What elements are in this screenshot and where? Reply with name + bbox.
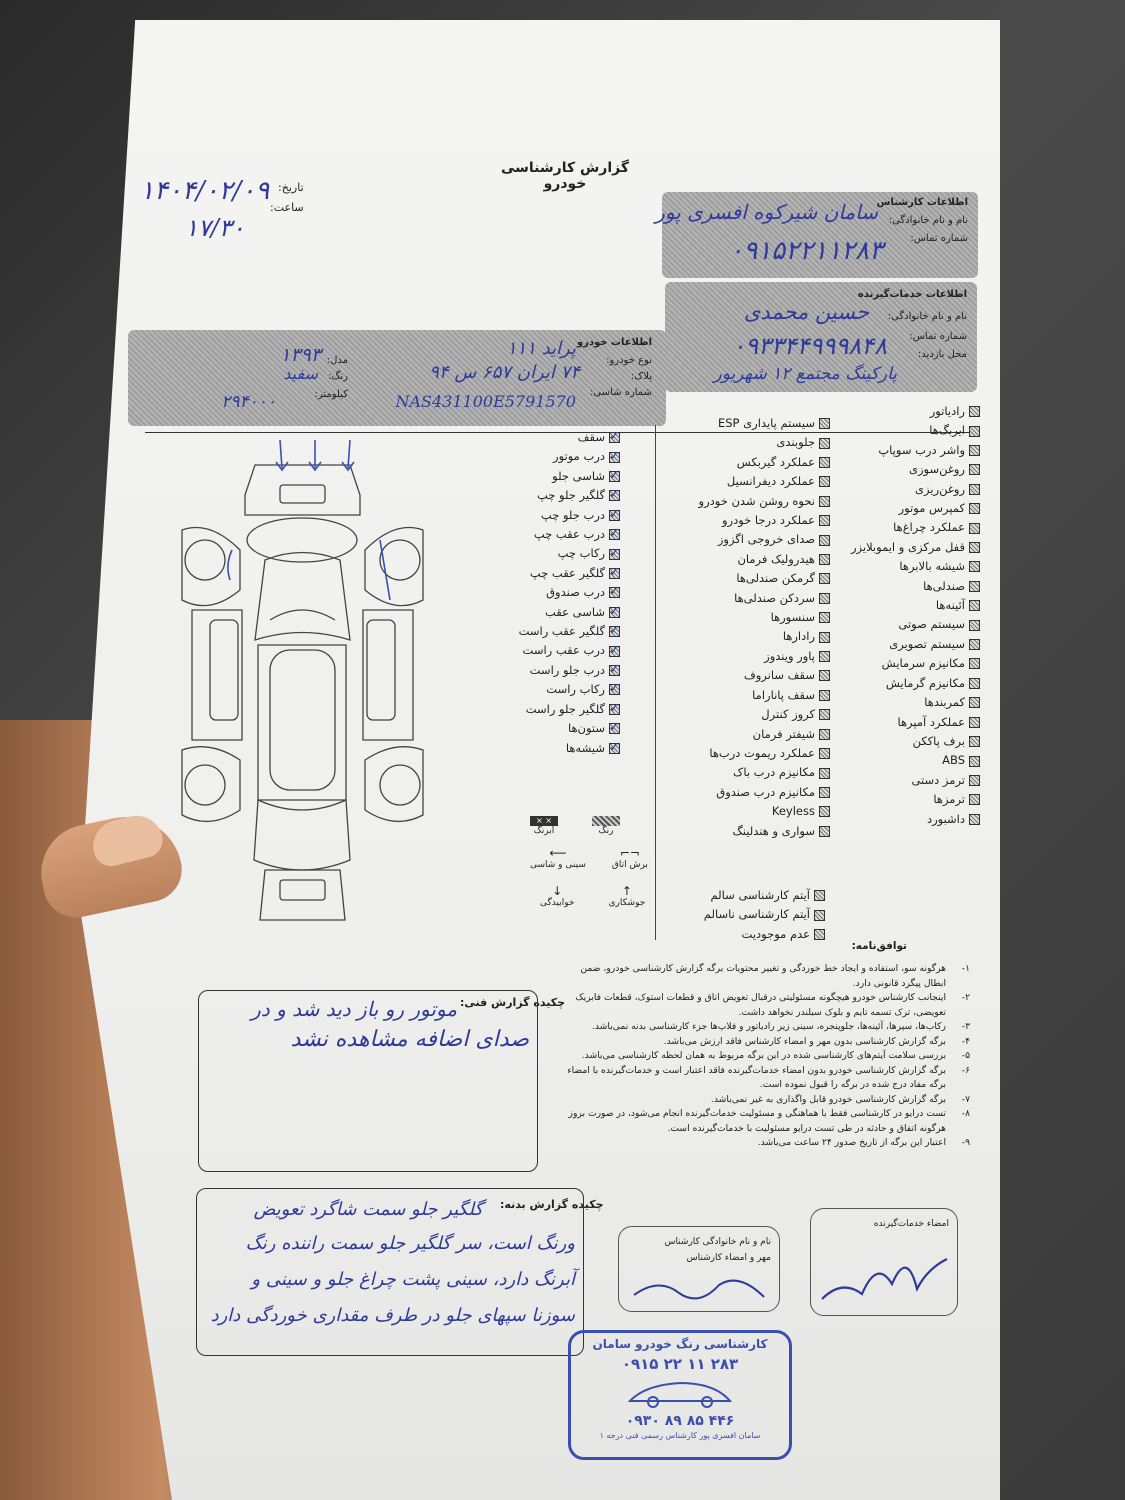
- checklist-item-label: روغن‌ریزی: [915, 481, 965, 496]
- checkbox-icon: [609, 549, 620, 560]
- rule-item: [560, 1035, 970, 1050]
- checkbox-icon: [969, 523, 980, 534]
- checklist-item: [650, 647, 830, 666]
- checklist-item-label: آیتم کارشناسی ناسالم: [703, 907, 810, 922]
- client-signature-box: [810, 1208, 958, 1316]
- checklist-item-label: آئینه‌ها: [935, 598, 965, 613]
- rule-item: [560, 1020, 970, 1035]
- stamp-name: کارشناسی رنگ خودرو سامان: [592, 1337, 768, 1351]
- checkbox-icon: [969, 717, 980, 728]
- checkbox-icon: [969, 464, 980, 475]
- checklist-item: [500, 680, 620, 699]
- checklist-item-label: پاور ویندوز: [764, 648, 815, 663]
- checklist-item: [500, 583, 620, 602]
- checklist-item-label: عملکرد گیربکس: [736, 454, 815, 469]
- checklist-item-label: شاسی جلو: [552, 468, 605, 483]
- checklist-item: [650, 414, 830, 433]
- checklist-item-label: رکاب چپ: [557, 546, 605, 561]
- checklist-item-label: سیستم پایداری ESP: [717, 416, 815, 430]
- checklist-item-label: ایربگ‌ها: [929, 423, 965, 438]
- checklist-item-label: درب صندوق: [546, 585, 605, 600]
- checklist-item: [500, 661, 620, 680]
- rule-number: ۷-: [961, 1093, 970, 1105]
- client-info-box: [665, 282, 977, 392]
- checkbox-icon: [819, 670, 830, 681]
- checklist-item: [840, 790, 980, 809]
- checklist-item: [500, 447, 620, 466]
- checklist-item: [650, 589, 830, 608]
- body-summary-line4: سوزنا سپهای جلو در طرف مقداری خوردگی دارد: [210, 1305, 575, 1326]
- rule-number: ۵-: [961, 1050, 970, 1061]
- rule-item: [560, 1107, 970, 1136]
- checklist-item: [840, 421, 980, 440]
- checkbox-icon: [609, 626, 620, 637]
- checklist-item: [500, 603, 620, 622]
- checkbox-icon: [819, 476, 830, 487]
- rule-number: ۲-: [961, 992, 970, 1003]
- checklist-item: [500, 467, 620, 486]
- body-summary-line2: ورنگ است، سر گلگیر جلو سمت راننده رنگ: [245, 1233, 575, 1254]
- checklist-item-label: شاسی عقب: [545, 604, 605, 619]
- car-type-value: پراید ۱۱۱: [506, 338, 576, 359]
- checkbox-icon: [819, 457, 830, 468]
- checkbox-icon: [969, 445, 980, 456]
- client-name-value: حسین محمدی: [743, 300, 869, 324]
- checklist-item: [650, 627, 830, 646]
- checklist-item: [650, 783, 830, 802]
- checklist-item-label: مکانیزم درب باک: [733, 765, 815, 780]
- checklist-item-label: سقف پاناراما: [752, 687, 815, 702]
- checklist-item-label: سقف: [577, 430, 605, 444]
- checklist-item-label: کروز کنترل: [761, 707, 815, 722]
- rule-text: اینجانب کارشناس خودرو هیچگونه مسئولیتی درقبال تعویض اتاق و قطعات استوک، قطعات فابریک تعویضی، ترک تسمه تایم و بلوک سیلندر نخواهد داشت.: [575, 992, 946, 1018]
- car-color-value: سفید: [283, 364, 318, 383]
- checklist-item: [650, 608, 830, 627]
- tech-summary-line1: موتور رو باز دید شد و در: [251, 997, 457, 1021]
- checkbox-icon: [819, 729, 830, 740]
- checklist-item: [650, 569, 830, 588]
- checklist-item: [840, 402, 980, 421]
- checklist-item-label: مکانیزم سرمایش: [881, 656, 965, 671]
- checkbox-icon: [609, 529, 620, 540]
- checklist-item-label: Keyless: [771, 804, 815, 819]
- checklist-item: [500, 641, 620, 660]
- checklist-item-label: گلگیر جلو چپ: [536, 488, 605, 503]
- checkbox-icon: [609, 510, 620, 521]
- rules-title: توافق‌نامه:: [851, 940, 907, 952]
- client-phone-label: شماره تماس:: [909, 331, 967, 342]
- legend-row-1: [530, 816, 620, 836]
- checkbox-icon: [609, 743, 620, 754]
- checkbox-icon: [609, 587, 620, 598]
- checkbox-icon: [819, 612, 830, 623]
- checklist-item: [500, 544, 620, 563]
- checklist-item-label: سقف سانروف: [743, 668, 815, 683]
- legend-row-3: [540, 884, 645, 908]
- checklist-item: [500, 525, 620, 544]
- checklist-item: [650, 453, 830, 472]
- rule-number: ۳-: [961, 1021, 970, 1032]
- checklist-item: [840, 751, 980, 770]
- legend-room-cut: ⌐¬ برش اتاق: [611, 846, 648, 870]
- checklist-item-label: شیشه بالابرها: [899, 559, 965, 574]
- rule-item: [560, 962, 970, 991]
- checkbox-icon: [969, 484, 980, 495]
- checklist-item-label: مکانیزم گرمایش: [885, 675, 965, 690]
- legend-dent: ↓ خوابیدگی: [540, 884, 575, 908]
- checklist-item: [840, 713, 980, 732]
- checklist-item-label: درب عقب چپ: [533, 527, 605, 542]
- company-stamp: [568, 1330, 792, 1460]
- checkbox-icon: [969, 814, 980, 825]
- date-time-labels: [270, 178, 304, 218]
- checklist-item: [650, 530, 830, 549]
- rule-text: بررسی سلامت آیتم‌های کارشناسی شده در این برگه مربوط به همان لحظه کارشناسی می‌باشد.: [581, 1050, 946, 1061]
- car-model-value: ۱۳۹۳: [280, 344, 321, 366]
- tech-summary-label: چکیده گزارش فنی:: [460, 996, 566, 1009]
- checklist-item-label: درب عقب راست: [522, 643, 605, 658]
- checklist-item: [840, 480, 980, 499]
- rule-text: برگه گزارش کارشناسی خودرو قابل واگذاری به غیر نمی‌باشد.: [710, 1093, 946, 1105]
- checklist-item-label: درب موتور: [553, 449, 605, 464]
- checklist-item-label: شیشه‌ها: [565, 740, 605, 755]
- checkbox-icon: [969, 658, 980, 669]
- checklist-item-label: ستون‌ها: [567, 721, 605, 736]
- expert-signature-icon: [629, 1267, 769, 1307]
- car-chassis-value: NAS431100E5791570: [395, 392, 576, 411]
- car-km-label: کیلومتر:: [314, 389, 348, 400]
- car-diagram: [170, 440, 435, 960]
- checkbox-icon: [819, 768, 830, 779]
- checkbox-icon: [819, 438, 830, 449]
- checkbox-icon: [609, 665, 620, 676]
- expert-phone-value: ۰۹۱۵۲۲۱۱۲۸۳: [729, 236, 883, 266]
- checkbox-icon: [819, 573, 830, 584]
- legend-paint: رنگ: [592, 816, 620, 836]
- checkbox-icon: [609, 607, 620, 618]
- car-chassis-label: شماره شاسی:: [590, 387, 652, 398]
- rule-number: ۴-: [961, 1035, 970, 1047]
- checklist-item: [840, 460, 980, 479]
- checklist-item-label: رکاب راست: [546, 682, 605, 697]
- body-summary-label: چکیده گزارش بدنه:: [500, 1198, 604, 1211]
- body-parts-checklist: [500, 428, 620, 758]
- rule-text: اعتبار این برگه از تاریخ صدور ۲۴ ساعت می‌باشد.: [757, 1137, 946, 1148]
- checklist-item-label: داشبورد: [926, 811, 965, 826]
- expert-phone-label: شماره تماس:: [910, 233, 968, 244]
- checkbox-icon: [609, 490, 620, 501]
- checkbox-icon: [819, 690, 830, 701]
- checklist-item-label: رادارها: [782, 629, 815, 644]
- checkbox-icon: [609, 684, 620, 695]
- checklist-item: [650, 433, 830, 452]
- agreement-rules: [560, 962, 970, 1151]
- checklist-item: [650, 725, 830, 744]
- client-name-label: نام و نام خانوادگی:: [887, 311, 967, 322]
- checklist-item-label: صدای خروجی اگزوز: [717, 532, 815, 547]
- checklist-item-label: شیفتر فرمان: [752, 726, 815, 741]
- stamp-phone1: ۰۹۱۵ ۲۲ ۱۱ ۲۸۳: [621, 1355, 739, 1373]
- checklist-item: [500, 428, 620, 447]
- checklist-item: [840, 596, 980, 615]
- checklist-item-label: عملکرد دیفرانسیل: [726, 474, 815, 489]
- checkbox-icon: [819, 535, 830, 546]
- checklist-item-label: روغن‌سوزی: [908, 462, 965, 477]
- checklist-item: [500, 700, 620, 719]
- tech-summary-box: [198, 990, 538, 1172]
- checklist-item-label: سنسورها: [770, 610, 815, 625]
- car-km-value: ۲۹۴۰۰۰: [221, 392, 276, 412]
- checklist-item: [665, 905, 825, 924]
- checklist-item: [500, 739, 620, 758]
- checkbox-icon: [969, 406, 980, 417]
- checklist-item: [665, 925, 825, 944]
- checklist-item-label: کمربندها: [924, 695, 965, 710]
- stamp-phone2: ۰۹۳۰ ۸۹ ۸۵ ۴۴۶: [625, 1413, 735, 1429]
- checklist-item-label: درب جلو راست: [529, 662, 605, 677]
- time-value: ۱۷/۳۰: [185, 214, 245, 242]
- checklist-item: [650, 511, 830, 530]
- expert-signature-line1: نام و نام خانوادگی کارشناس: [664, 1237, 771, 1247]
- tech-summary-line2: صدای اضافه مشاهده نشد: [290, 1027, 529, 1052]
- expert-name-label: نام و نام خانوادگی:: [888, 215, 968, 226]
- checklist-item-label: ترمز دستی: [911, 772, 965, 787]
- car-plate-label: پلاک:: [630, 371, 652, 382]
- legend-row-2: [530, 846, 648, 870]
- checklist-item: [840, 771, 980, 790]
- time-label: ساعت:: [270, 201, 304, 214]
- rule-number: ۸-: [961, 1108, 970, 1119]
- checklist-item-label: سواری و هندلینگ: [732, 823, 815, 838]
- checkbox-icon: [819, 651, 830, 662]
- checkbox-icon: [819, 826, 830, 837]
- checklist-item: [650, 492, 830, 511]
- checklist-item: [840, 577, 980, 596]
- checkbox-icon: [609, 471, 620, 482]
- client-place-label: محل بازدید:: [917, 349, 967, 360]
- checklist-item: [650, 763, 830, 782]
- checkbox-icon: [969, 794, 980, 805]
- car-color-label: رنگ:: [328, 371, 348, 382]
- checklist-item: [650, 822, 830, 841]
- checklist-item-label: برف پاککن: [912, 733, 965, 748]
- rule-item: [560, 1093, 970, 1108]
- checklist-item-label: نحوه روشن شدن خودرو: [698, 493, 815, 508]
- checklist-item: [840, 615, 980, 634]
- expert-signature-line2: مهر و امضاء کارشناس: [686, 1253, 771, 1263]
- car-info-box: [128, 330, 666, 426]
- status-legend: [665, 886, 825, 944]
- checklist-item-label: هیدرولیک فرمان: [737, 551, 815, 566]
- checkbox-icon: [969, 678, 980, 689]
- client-phone-value: ۰۹۳۳۴۴۹۹۹۸۴۸: [732, 332, 887, 360]
- rule-item: [560, 1064, 970, 1093]
- checklist-item: [840, 732, 980, 751]
- checkbox-icon: [969, 426, 980, 437]
- checkbox-icon: [609, 432, 620, 443]
- checkbox-icon: [969, 542, 980, 553]
- checklist-item-label: گلگیر عقب راست: [518, 624, 605, 639]
- checkbox-icon: [814, 890, 825, 901]
- checkbox-icon: [969, 620, 980, 631]
- checkbox-icon: [819, 632, 830, 643]
- rule-text: رکاب‌ها، سپرها، آئینه‌ها، جلوپنجره، سینی زیر رادیاتور و فلاپ‌ها جزء کارشناسی بدنه نمی‌باشد.: [591, 1021, 946, 1032]
- expert-info-box: [655, 192, 978, 278]
- checklist-item-label: قفل مرکزی و ایموبلایزر: [850, 539, 965, 554]
- checklist-item-label: صندلی‌ها: [923, 578, 965, 593]
- car-model-label: مدل:: [326, 355, 348, 366]
- checkbox-icon: [969, 775, 980, 786]
- checkbox-icon: [819, 515, 830, 526]
- checkbox-icon: [819, 554, 830, 565]
- car-plate-value: ۷۴ ایران ۶۵۷ س ۹۴: [429, 362, 580, 383]
- legend-airbag: × × آبرنگ: [530, 816, 558, 836]
- rule-number: ۱-: [961, 963, 970, 974]
- checklist-item-label: عملکرد درجا خودرو: [721, 513, 815, 528]
- checklist-item-label: جلوبندی: [776, 435, 815, 450]
- checklist-item: [840, 674, 980, 693]
- checklist-item: [840, 518, 980, 537]
- checklist-item-label: ABS: [942, 753, 965, 768]
- checklist-item-label: عدم موجودیت: [741, 926, 810, 941]
- rule-item: [560, 1136, 970, 1151]
- checklist-item: [840, 441, 980, 460]
- rule-text: تست درایو در کارشناسی فقط با هماهنگی و مسئولیت خدمات‌گیرنده انجام می‌شود، در صورت بروز هرگونه اتفاق و حادثه در طی تست درایو مسئولیت با خدمات‌گیرنده است.: [568, 1108, 946, 1134]
- expert-signature-box: [618, 1226, 780, 1312]
- checklist-item: [840, 810, 980, 829]
- checkbox-icon: [814, 910, 825, 921]
- checklist-item: [500, 506, 620, 525]
- expert-name-value: سامان شیرکوه افسری پور: [655, 200, 878, 224]
- car-type-label: نوع خودرو:: [606, 355, 652, 366]
- checklist-item: [650, 550, 830, 569]
- checklist-item-label: سردکن صندلی‌ها: [734, 590, 815, 605]
- checklist-item: [840, 635, 980, 654]
- rule-number: ۹-: [961, 1137, 970, 1148]
- checklist-item-label: رادیاتور: [929, 404, 965, 418]
- legend-welding: ↑ جوشکاری: [608, 884, 646, 908]
- client-signature-label: امضاء خدمات‌گیرنده: [873, 1219, 949, 1229]
- checklist-item: [650, 472, 830, 491]
- checklist-item-label: عملکرد چراغ‌ها: [893, 520, 965, 535]
- date-value: ۱۴۰۴/۰۲/۰۹: [140, 176, 270, 206]
- checklist-item: [500, 719, 620, 738]
- rule-text: برگه گزارش کارشناسی بدون مهر و امضاء کارشناس فاقد ارزش می‌باشد.: [663, 1035, 946, 1047]
- checklist-item: [665, 886, 825, 905]
- checkbox-icon: [609, 704, 620, 715]
- checklist-item: [840, 538, 980, 557]
- client-section-title: اطلاعات خدمات‌گیرنده: [857, 289, 967, 300]
- checkbox-icon: [969, 600, 980, 611]
- checklist-item: [840, 557, 980, 576]
- client-place-value: پارکینگ مجتمع ۱۲ شهریور: [713, 364, 897, 384]
- checkbox-icon: [969, 639, 980, 650]
- checkbox-icon: [969, 503, 980, 514]
- checklist-item: [840, 499, 980, 518]
- rule-number: ۶-: [961, 1064, 970, 1076]
- checklist-item: [500, 486, 620, 505]
- checkbox-icon: [819, 787, 830, 798]
- stamp-car-icon: [625, 1375, 735, 1409]
- body-summary-box: [196, 1188, 584, 1356]
- checkbox-icon: [819, 496, 830, 507]
- checkbox-icon: [819, 709, 830, 720]
- checkbox-icon: [969, 756, 980, 767]
- checklist-item: [650, 666, 830, 685]
- client-signature-icon: [817, 1239, 953, 1309]
- legend-sheet-nose: ⟵ سینی و شاسی: [530, 846, 586, 870]
- checkbox-icon: [969, 697, 980, 708]
- rule-text: هرگونه سو، استفاده و ایجاد خط خوردگی و تغییر محتویات برگه گزارش کارشناسی خودرو، ضمن ابطال پیگرد قانونی دارد.: [580, 963, 946, 989]
- rule-item: [560, 1049, 970, 1064]
- stamp-footer: سامان افسری پور کارشناس رسمی فنی درجه ۱: [599, 1431, 761, 1440]
- checklist-item: [840, 654, 980, 673]
- checklist-item-label: گلگیر عقب چپ: [529, 565, 605, 580]
- checkbox-icon: [969, 561, 980, 572]
- checklist-item: [650, 686, 830, 705]
- checklist-item-label: ترمزها: [933, 792, 965, 807]
- checklist-item: [650, 802, 830, 821]
- body-summary-line3: آبرنگ دارد، سینی پشت چراغ جلو و سینی و: [251, 1269, 575, 1290]
- checkbox-icon: [969, 736, 980, 747]
- checklist-item-label: کمپرس موتور: [898, 501, 965, 516]
- checklist-item-label: مکانیزم درب صندوق: [716, 784, 815, 799]
- body-summary-line1: گلگیر جلو سمت شاگرد تعویض: [253, 1199, 483, 1220]
- date-label: تاریخ:: [278, 181, 304, 194]
- checklist-item-label: عملکرد ریموت درب‌ها: [709, 745, 815, 760]
- checklist-item-label: سیستم تصویری: [889, 636, 965, 651]
- checklist-item: [650, 705, 830, 724]
- checklist-item-label: درب جلو چپ: [540, 507, 605, 522]
- checklist-item-label: عملکرد آمپرها: [897, 714, 965, 729]
- right-checklist: [840, 402, 980, 829]
- checklist-item: [650, 744, 830, 763]
- checklist-item: [500, 622, 620, 641]
- checklist-item: [840, 693, 980, 712]
- middle-checklist: [650, 414, 830, 841]
- checklist-item-label: واشر درب سوپاپ: [878, 442, 965, 457]
- checkbox-icon: [969, 581, 980, 592]
- checkbox-icon: [819, 593, 830, 604]
- checkbox-icon: [819, 806, 830, 817]
- expert-section-title: اطلاعات کارشناس: [876, 197, 968, 208]
- checkbox-icon: [609, 723, 620, 734]
- checklist-item-label: گرمکن صندلی‌ها: [736, 571, 815, 586]
- checklist-item-label: آیتم کارشناسی سالم: [710, 888, 810, 902]
- checkbox-icon: [609, 568, 620, 579]
- rule-item: [560, 991, 970, 1020]
- checkbox-icon: [609, 452, 620, 463]
- car-section-title: اطلاعات خودرو: [576, 337, 652, 348]
- checkbox-icon: [819, 748, 830, 759]
- rule-text: برگه گزارش کارشناسی خودرو بدون امضاء خدمات‌گیرنده فاقد اعتبار است و خدمات‌گیرنده با امضاء برگه مفاد درج شده در برگه را قبول نموده است.: [567, 1064, 946, 1090]
- page-title: گزارش کارشناسی خودرو: [500, 160, 630, 192]
- checkbox-icon: [609, 646, 620, 657]
- checkbox-icon: [814, 929, 825, 940]
- checkbox-icon: [819, 418, 830, 429]
- checklist-item: [500, 564, 620, 583]
- checklist-item-label: گلگیر جلو راست: [525, 701, 605, 716]
- checklist-item-label: سیستم صوتی: [898, 617, 965, 632]
